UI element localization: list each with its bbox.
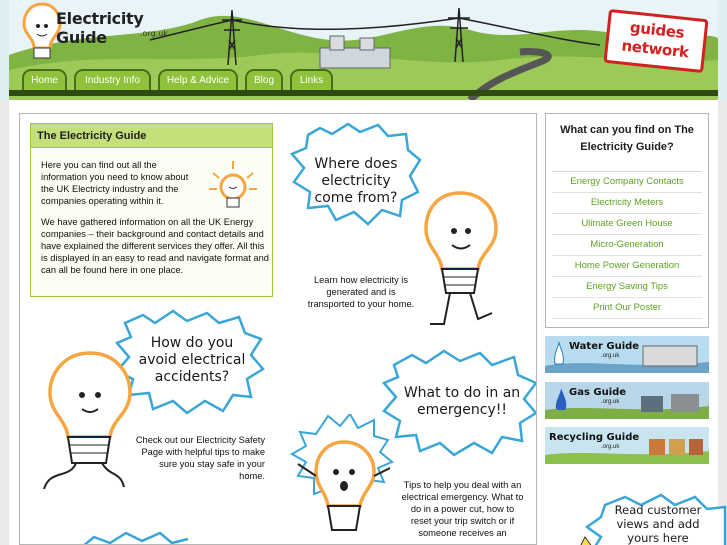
bubble-avoid-text: How do you avoid electrical accidents? xyxy=(138,335,246,385)
intro-paragraph-1: Here you can find out all the information you need to know about the UK Electricty industry and the companies operating within it. xyxy=(41,160,189,206)
logo-title: Electricity Guide xyxy=(56,9,144,47)
bubble-emergency-text: What to do in an emergency!! xyxy=(403,385,521,418)
sidebar-link-micro-generation[interactable]: Micro-Generation xyxy=(552,235,702,256)
sidebar-link-energy-company-contacts[interactable]: Energy Company Contacts xyxy=(552,172,702,193)
gas-guide-label: Gas Guide xyxy=(569,387,627,398)
caption-where: Learn how electricity is generated and is transported to your home. xyxy=(307,275,415,309)
sidebar-link-energy-saving-tips[interactable]: Energy Saving Tips xyxy=(552,277,702,298)
safety-bulb-icon xyxy=(40,349,140,499)
bubble-where-text: Where does electricity come from? xyxy=(314,156,398,206)
water-guide-label: Water Guide xyxy=(569,341,640,352)
logo-subtitle: .org.uk xyxy=(140,29,168,38)
sparkling-bulb-icon xyxy=(207,159,259,213)
nav-links[interactable]: Links xyxy=(290,69,333,90)
customer-review-bubble[interactable] xyxy=(575,493,727,545)
nav-home[interactable]: Home xyxy=(22,69,67,90)
water-guide-sub: .org.uk xyxy=(601,353,620,359)
badge-line-2: network xyxy=(620,36,690,62)
intro-title: The Electricity Guide xyxy=(31,124,272,148)
recycling-guide-sub: .org.uk xyxy=(601,444,620,450)
bubble-emergency[interactable] xyxy=(382,349,537,457)
gas-guide-banner[interactable] xyxy=(545,382,709,419)
walking-bulb-icon xyxy=(420,189,502,334)
recycling-guide-label: Recycling Guide xyxy=(549,432,640,443)
caption-emergency: Tips to help you deal with an electrical emergency. What to do in a power cut, how to reset your trip switch or if someone receives an xyxy=(401,480,524,538)
customer-review-text: Read customer views and add yours here xyxy=(614,503,702,545)
intro-box xyxy=(30,123,273,297)
caption-safety: Check out our Electricity Safety Page with helpful tips to make sure you stay safe in your home. xyxy=(135,435,265,481)
speech-bubble-partial xyxy=(80,529,190,545)
site-header xyxy=(0,0,727,100)
header-divider xyxy=(9,90,718,96)
guides-network-badge[interactable] xyxy=(603,9,708,73)
sidebar-box xyxy=(545,113,709,328)
nav-industry-info[interactable]: Industry Info xyxy=(74,69,151,90)
intro-paragraph-2: We have gathered information on all the UK Energy companies – their background and contact details and have explained the different services they offer. All this is displayed in an easy to read and navigate format and can all be found here in one place. xyxy=(41,217,269,275)
sidebar-link-home-power-generation[interactable]: Home Power Generation xyxy=(552,256,702,277)
site-logo[interactable] xyxy=(22,2,182,64)
water-guide-banner[interactable] xyxy=(545,336,709,373)
nav-blog[interactable]: Blog xyxy=(245,69,283,90)
sidebar-title: What can you find on The Electricity Guide? xyxy=(552,114,702,172)
badge-line-1: guides xyxy=(629,18,686,42)
page-body xyxy=(9,100,718,545)
recycling-guide-banner[interactable] xyxy=(545,427,709,464)
gas-guide-sub: .org.uk xyxy=(601,399,620,405)
bubble-where-electricity[interactable] xyxy=(288,120,424,226)
sidebar-link-green-house[interactable]: Ulimate Green House xyxy=(552,214,702,235)
main-content xyxy=(19,113,537,545)
sidebar-link-electricity-meters[interactable]: Electricity Meters xyxy=(552,193,702,214)
nav-help-advice[interactable]: Help & Advice xyxy=(158,69,238,90)
sidebar-link-print-poster[interactable]: Print Our Poster xyxy=(552,298,702,319)
emergency-bulb-icon xyxy=(288,414,398,545)
